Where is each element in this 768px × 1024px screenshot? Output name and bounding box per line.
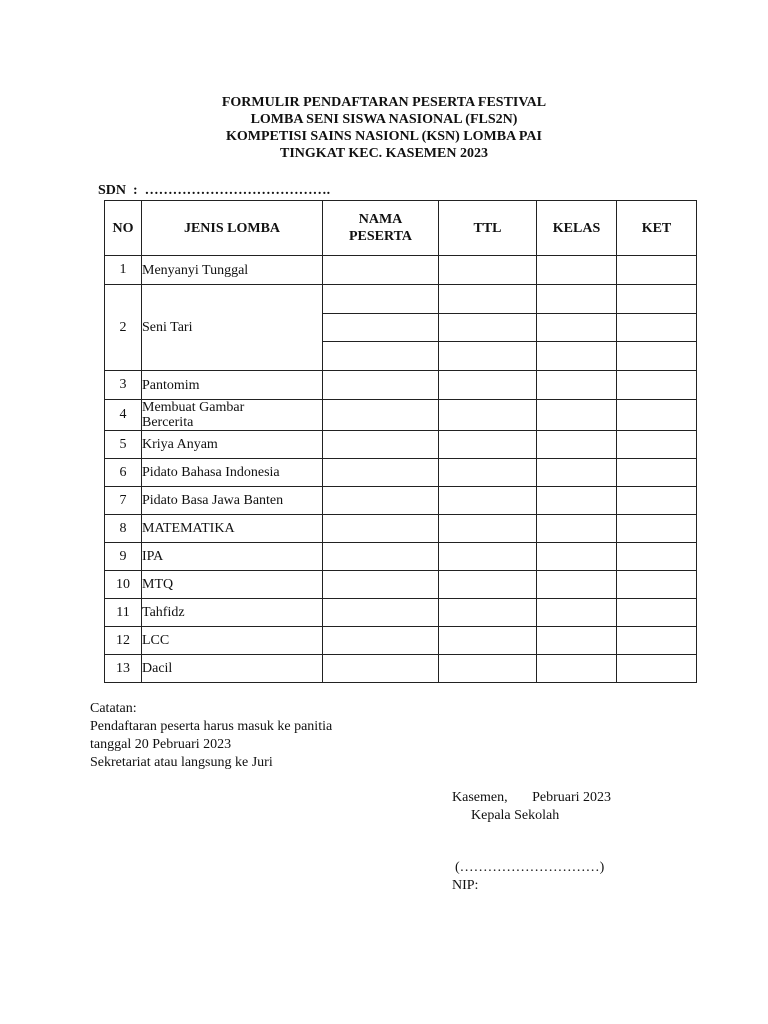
cell-nama	[323, 487, 439, 515]
cell-nama	[323, 342, 439, 371]
cell-kelas	[537, 371, 617, 400]
cell-kelas	[537, 599, 617, 627]
cell-nama	[323, 459, 439, 487]
place-date: Kasemen, Pebruari 2023	[452, 790, 612, 805]
row-jenis-lomba: Tahfidz	[142, 599, 323, 627]
cell-ttl	[439, 400, 537, 431]
header-no: NO	[105, 201, 142, 256]
row-jenis-lomba: LCC	[142, 627, 323, 655]
table-row	[105, 256, 697, 285]
header-nama-peserta: NAMA PESERTA	[323, 201, 439, 256]
cell-ket	[617, 571, 697, 599]
cell-nama	[323, 431, 439, 459]
row-number: 9	[105, 543, 142, 571]
row-jenis-lomba: Kriya Anyam	[142, 431, 323, 459]
cell-ket	[617, 400, 697, 431]
table-row	[105, 459, 697, 487]
row-number: 13	[105, 655, 142, 683]
row-jenis-lomba: MATEMATIKA	[142, 515, 323, 543]
table-row	[105, 515, 697, 543]
cell-ket	[617, 256, 697, 285]
table-row	[105, 431, 697, 459]
registration-table	[104, 200, 697, 683]
cell-ttl	[439, 459, 537, 487]
cell-ket	[617, 342, 697, 371]
cell-ttl	[439, 515, 537, 543]
cell-nama	[323, 515, 439, 543]
cell-nama	[323, 627, 439, 655]
cell-ket	[617, 371, 697, 400]
cell-kelas	[537, 459, 617, 487]
cell-kelas	[537, 543, 617, 571]
cell-kelas	[537, 400, 617, 431]
table-row	[105, 285, 697, 314]
cell-ttl	[439, 599, 537, 627]
signer-role: Kepala Sekolah	[471, 808, 560, 823]
cell-kelas	[537, 655, 617, 683]
table-row	[105, 400, 697, 431]
row-number: 11	[105, 599, 142, 627]
cell-ttl	[439, 256, 537, 285]
notes-line: tanggal 20 Pebruari 2023	[90, 737, 232, 752]
notes-heading: Catatan:	[90, 701, 137, 716]
header-kelas: KELAS	[537, 201, 617, 256]
row-number: 12	[105, 627, 142, 655]
cell-kelas	[537, 515, 617, 543]
table-row	[105, 487, 697, 515]
row-number: 2	[105, 285, 142, 371]
row-jenis-lomba: IPA	[142, 543, 323, 571]
cell-nama	[323, 400, 439, 431]
cell-ket	[617, 543, 697, 571]
cell-ttl	[439, 371, 537, 400]
cell-ttl	[439, 342, 537, 371]
cell-kelas	[537, 431, 617, 459]
table-row	[105, 599, 697, 627]
cell-nama	[323, 371, 439, 400]
cell-ket	[617, 627, 697, 655]
cell-nama	[323, 314, 439, 342]
cell-ttl	[439, 487, 537, 515]
row-jenis-lomba: Dacil	[142, 655, 323, 683]
cell-nama	[323, 285, 439, 314]
header-ket: KET	[617, 201, 697, 256]
row-jenis-lomba: Menyanyi Tunggal	[142, 256, 323, 285]
table-row	[105, 655, 697, 683]
row-number: 1	[105, 256, 142, 285]
table-row	[105, 571, 697, 599]
signer-name-placeholder: (…………………………)	[455, 860, 605, 875]
cell-ket	[617, 459, 697, 487]
title-line-2: LOMBA SENI SISWA NASIONAL (FLS2N)	[250, 112, 518, 127]
cell-ket	[617, 599, 697, 627]
title-line-4: TINGKAT KEC. KASEMEN 2023	[280, 146, 488, 161]
nip-label: NIP:	[452, 878, 479, 893]
cell-kelas	[537, 342, 617, 371]
row-jenis-lomba: Pidato Basa Jawa Banten	[142, 487, 323, 515]
header-ttl: TTL	[439, 201, 537, 256]
cell-ttl	[439, 285, 537, 314]
cell-nama	[323, 543, 439, 571]
row-number: 5	[105, 431, 142, 459]
signature-block	[452, 789, 672, 895]
cell-kelas	[537, 571, 617, 599]
row-number: 10	[105, 571, 142, 599]
row-jenis-lomba: MTQ	[142, 571, 323, 599]
cell-ket	[617, 655, 697, 683]
cell-kelas	[537, 487, 617, 515]
cell-nama	[323, 599, 439, 627]
cell-ttl	[439, 543, 537, 571]
cell-nama	[323, 655, 439, 683]
cell-ket	[617, 431, 697, 459]
cell-kelas	[537, 285, 617, 314]
title-line-3: KOMPETISI SAINS NASIONL (KSN) LOMBA PAI	[226, 129, 542, 144]
cell-kelas	[537, 627, 617, 655]
table-header-row	[105, 201, 697, 256]
cell-ttl	[439, 627, 537, 655]
header-jenis-lomba: JENIS LOMBA	[142, 201, 323, 256]
table-row	[105, 371, 697, 400]
cell-ttl	[439, 314, 537, 342]
cell-kelas	[537, 314, 617, 342]
cell-nama	[323, 571, 439, 599]
notes-section	[90, 700, 332, 772]
row-number: 4	[105, 400, 142, 431]
row-number: 7	[105, 487, 142, 515]
cell-ttl	[439, 655, 537, 683]
notes-line: Pendaftaran peserta harus masuk ke panitia	[90, 719, 333, 734]
table-row	[105, 543, 697, 571]
cell-ket	[617, 285, 697, 314]
cell-kelas	[537, 256, 617, 285]
cell-ket	[617, 487, 697, 515]
cell-nama	[323, 256, 439, 285]
row-jenis-lomba: Membuat Gambar Bercerita	[142, 400, 323, 431]
row-jenis-lomba: Seni Tari	[142, 285, 323, 371]
cell-ttl	[439, 431, 537, 459]
sdn-field: SDN : ………………………………….	[98, 183, 331, 198]
cell-ket	[617, 314, 697, 342]
notes-line: Sekretariat atau langsung ke Juri	[90, 755, 273, 770]
table-row	[105, 627, 697, 655]
row-jenis-lomba: Pantomim	[142, 371, 323, 400]
cell-ttl	[439, 571, 537, 599]
row-number: 6	[105, 459, 142, 487]
form-title	[0, 94, 768, 162]
row-number: 3	[105, 371, 142, 400]
row-number: 8	[105, 515, 142, 543]
title-line-1: FORMULIR PENDAFTARAN PESERTA FESTIVAL	[221, 95, 547, 110]
row-jenis-lomba: Pidato Bahasa Indonesia	[142, 459, 323, 487]
cell-ket	[617, 515, 697, 543]
